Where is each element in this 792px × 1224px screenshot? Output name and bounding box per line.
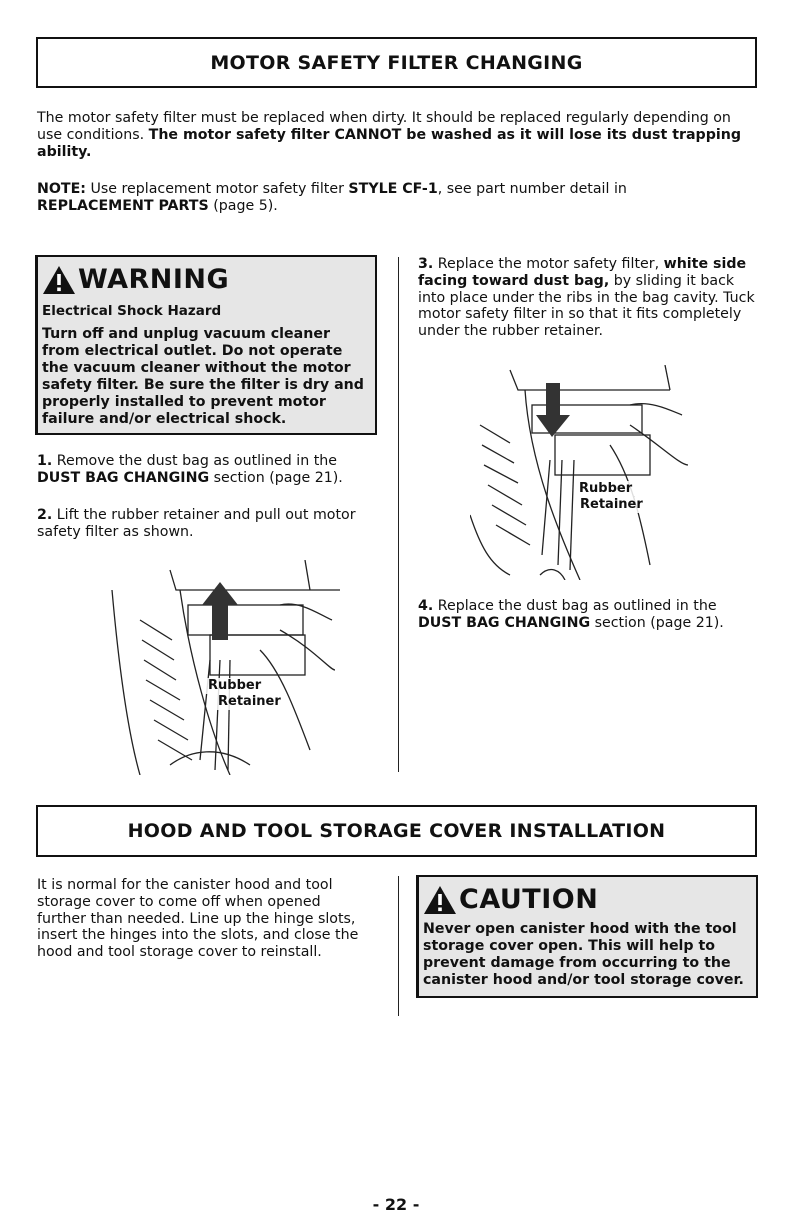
column-divider-lower — [398, 876, 399, 1016]
section-header-motor-filter — [36, 37, 757, 88]
rubber-label: Rubber — [208, 678, 262, 693]
filter-removal-illustration — [110, 560, 350, 775]
warning-icon — [42, 265, 76, 295]
step-3: 3. Replace the motor safety filter, white side facing toward dust bag, by sliding it back into place under the ribs in the bag cavity. Tuck motor safety filter in so that it fits completely under the rubber retainer. — [418, 256, 755, 340]
section-header-hood-cover — [36, 805, 757, 857]
intro-paragraph: The motor safety filter must be replaced when dirty. It should be replaced regularly depending on use conditions. The motor safety filter CANNOT be washed as it will lose its dust trapping ability. — [37, 110, 741, 160]
warning-box — [35, 255, 377, 435]
retainer-label: Retainer — [218, 694, 281, 709]
caution-box — [416, 875, 758, 998]
rubber-label-2: Rubber — [579, 481, 633, 496]
page-number: - 22 - — [372, 1195, 420, 1214]
note-paragraph: NOTE: Use replacement motor safety filter STYLE CF-1, see part number detail in REPLACEMENT PARTS (page 5). — [37, 181, 627, 214]
filter-removal-drawing — [110, 560, 350, 775]
caution-text: Never open canister hood with the tool storage cover open. This will help to prevent damage from occurring to the canister hood and/or tool storage cover. — [423, 921, 744, 988]
warning-subheading: Electrical Shock Hazard — [42, 303, 222, 319]
caution-icon — [423, 885, 457, 915]
section-title: MOTOR SAFETY FILTER CHANGING — [210, 51, 583, 74]
step-2: 2. Lift the rubber retainer and pull out motor safety filter as shown. — [37, 507, 356, 540]
caution-heading: CAUTION — [423, 885, 750, 915]
step-1: 1. Remove the dust bag as outlined in the DUST BAG CHANGING section (page 21). — [37, 453, 343, 486]
hood-paragraph: It is normal for the canister hood and tool storage cover to come off when opened further than needed. Line up the hinge slots, insert the hinges into the slots, and close the hood and tool storage cover to reinstall. — [37, 877, 359, 961]
warning-heading: WARNING — [42, 265, 369, 295]
warning-text: Turn off and unplug vacuum cleaner from electrical outlet. Do not operate the vacuum cleaner without the motor safety filter. Be sure the filter is dry and properly installed to prevent motor failure and/or electrical shock. — [42, 326, 364, 427]
section2-title: HOOD AND TOOL STORAGE COVER INSTALLATION — [127, 820, 666, 842]
column-divider-upper — [398, 257, 399, 772]
retainer-label-2: Retainer — [580, 497, 643, 512]
step-4: 4. Replace the dust bag as outlined in the DUST BAG CHANGING section (page 21). — [418, 598, 724, 631]
filter-replace-illustration — [470, 365, 690, 580]
filter-replace-drawing — [470, 365, 690, 580]
